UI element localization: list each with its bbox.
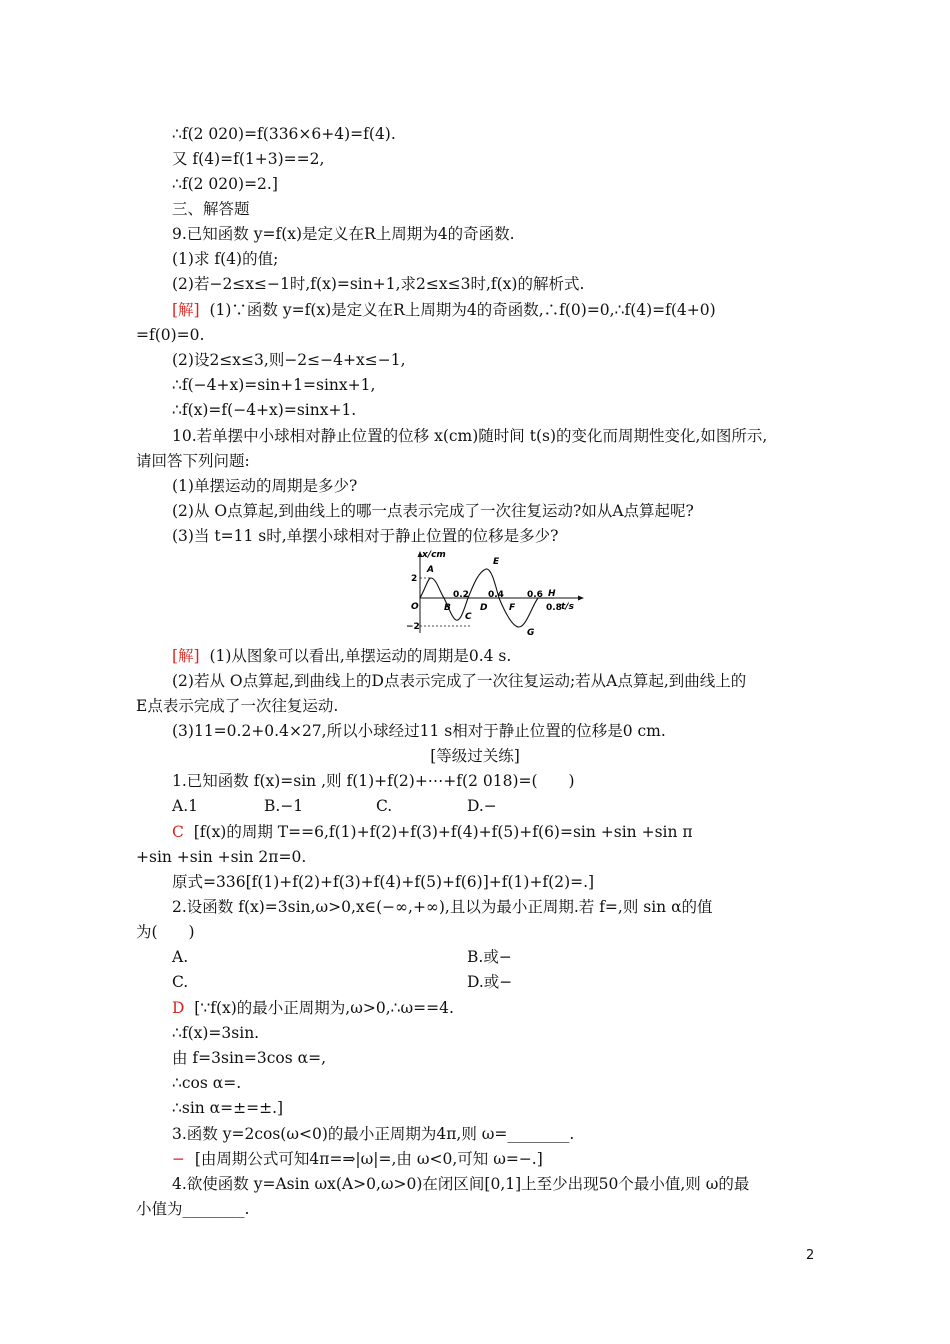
text-line: (2)设2≤x≤3,则−2≤−4+x≤−1,: [172, 351, 406, 369]
text-line: ∴sin α=±=±.]: [172, 1099, 284, 1117]
t-tick-label: 0.6: [527, 590, 543, 600]
answer-line: C [f(x)的周期 T==6,f(1)+f(2)+f(3)+f(4)+f(5)+f(6)=sin +sin +sin π: [172, 823, 693, 841]
text-line: 小值为________.: [136, 1200, 250, 1218]
point-label: G: [527, 628, 535, 636]
point-label: C: [465, 612, 472, 622]
text-line: ∴f(x)=f(−4+x)=sinx+1.: [172, 401, 357, 419]
option-a: A.: [172, 948, 189, 966]
question-4: 4.欲使函数 y=Asin ωx(A>0,ω>0)在闭区间[0,1]上至少出现50个最小值,则 ω的最: [172, 1175, 750, 1193]
question-3: 3.函数 y=2cos(ω<0)的最小正周期为4π,则 ω=________.: [172, 1125, 575, 1143]
text-line: 为( ): [136, 923, 195, 941]
question-1: 1.已知函数 f(x)=sin ,则 f(1)+f(2)+⋯+f(2 018)=( ): [172, 772, 575, 790]
answer-marker: D: [172, 999, 185, 1017]
y-tick-label: 2: [411, 574, 418, 584]
solution-marker: [解]: [172, 647, 200, 665]
answer-marker: −: [172, 1150, 185, 1168]
t-tick-label: 0.2: [453, 590, 469, 600]
option-b: B.或−: [467, 948, 512, 966]
text-line: ∴f(2 020)=2.]: [172, 175, 278, 193]
solution-line: [解] (1)∵函数 y=f(x)是定义在R上周期为4的奇函数,∴f(0)=0,∴f(4)=f(4+0): [172, 301, 716, 319]
option-d: D.−: [467, 797, 497, 815]
text-line: (2)若−2≤x≤−1时,f(x)=sin+1,求2≤x≤3时,f(x)的解析式.: [172, 275, 585, 293]
text-line: =f(0)=0.: [136, 326, 205, 344]
solution-line: [解] (1)从图象可以看出,单摆运动的周期是0.4 s.: [172, 647, 512, 665]
text-line: 由 f=3sin=3cos α=,: [172, 1049, 327, 1067]
question-10: 10.若单摆中小球相对静止位置的位移 x(cm)随时间 t(s)的变化而周期性变化,如图所示,: [172, 427, 768, 445]
t-axis-label: t/s: [561, 602, 574, 612]
page-number: 2: [806, 1248, 815, 1263]
origin-label: O: [411, 602, 419, 612]
point-label: E: [493, 557, 500, 567]
option-c: C.: [376, 797, 393, 815]
point-label: A: [427, 565, 434, 575]
point-label: F: [509, 603, 516, 613]
text-line: ∴cos α=.: [172, 1074, 242, 1092]
question-9: 9.已知函数 y=f(x)是定义在R上周期为4的奇函数.: [172, 225, 515, 243]
text-line: (2)若从 O点算起,到曲线上的D点表示完成了一次往复运动;若从A点算起,到曲线上的: [172, 672, 747, 690]
answer-line: − [由周期公式可知4π=⇒|ω|=,由 ω<0,可知 ω=−.]: [172, 1150, 543, 1168]
text-line: 请回答下列问题:: [136, 452, 250, 470]
text-line: E点表示完成了一次往复运动.: [136, 697, 339, 715]
t-tick-label: 0.8: [546, 603, 562, 613]
answer-marker: C: [172, 823, 184, 841]
subsection-heading: [等级过关练]: [430, 747, 520, 765]
question-2: 2.设函数 f(x)=3sin,ω>0,x∈(−∞,+∞),且以为最小正周期.若 f=,则 sin α的值: [172, 898, 713, 916]
section-heading: 三、解答题: [172, 200, 250, 218]
option-d: D.或−: [467, 973, 513, 991]
option-a: A.1: [172, 797, 198, 815]
text-line: (3)11=0.2+0.4×27,所以小球经过11 s相对于静止位置的位移是0 cm.: [172, 722, 666, 740]
text-line: (2)从 O点算起,到曲线上的哪一点表示完成了一次往复运动?如从A点算起呢?: [172, 502, 694, 520]
text-line: 又 f(4)=f(1+3)==2,: [172, 150, 325, 168]
point-label: H: [548, 589, 556, 599]
point-label: D: [480, 603, 488, 613]
option-c: C.: [172, 973, 189, 991]
pendulum-graph: [398, 548, 588, 636]
text-line: ∴f(−4+x)=sin+1=sinx+1,: [172, 376, 376, 394]
solution-marker: [解]: [172, 301, 200, 319]
text-line: ∴f(x)=3sin.: [172, 1024, 260, 1042]
text-line: (1)求 f(4)的值;: [172, 250, 279, 268]
y-axis-label: x/cm: [422, 550, 446, 560]
point-label: B: [444, 603, 451, 613]
text-line: ∴f(2 020)=f(336×6+4)=f(4).: [172, 125, 396, 143]
y-tick-label: −2: [406, 622, 420, 632]
option-b: B.−1: [264, 797, 304, 815]
t-tick-label: 0.4: [488, 590, 504, 600]
text-line: +sin +sin +sin 2π=0.: [136, 848, 307, 866]
text-line: (1)单摆运动的周期是多少?: [172, 477, 358, 495]
text-line: (3)当 t=11 s时,单摆小球相对于静止位置的位移是多少?: [172, 527, 559, 545]
answer-line: D [∵f(x)的最小正周期为,ω>0,∴ω==4.: [172, 999, 454, 1017]
text-line: 原式=336[f(1)+f(2)+f(3)+f(4)+f(5)+f(6)]+f(1)+f(2)=.]: [172, 873, 595, 891]
